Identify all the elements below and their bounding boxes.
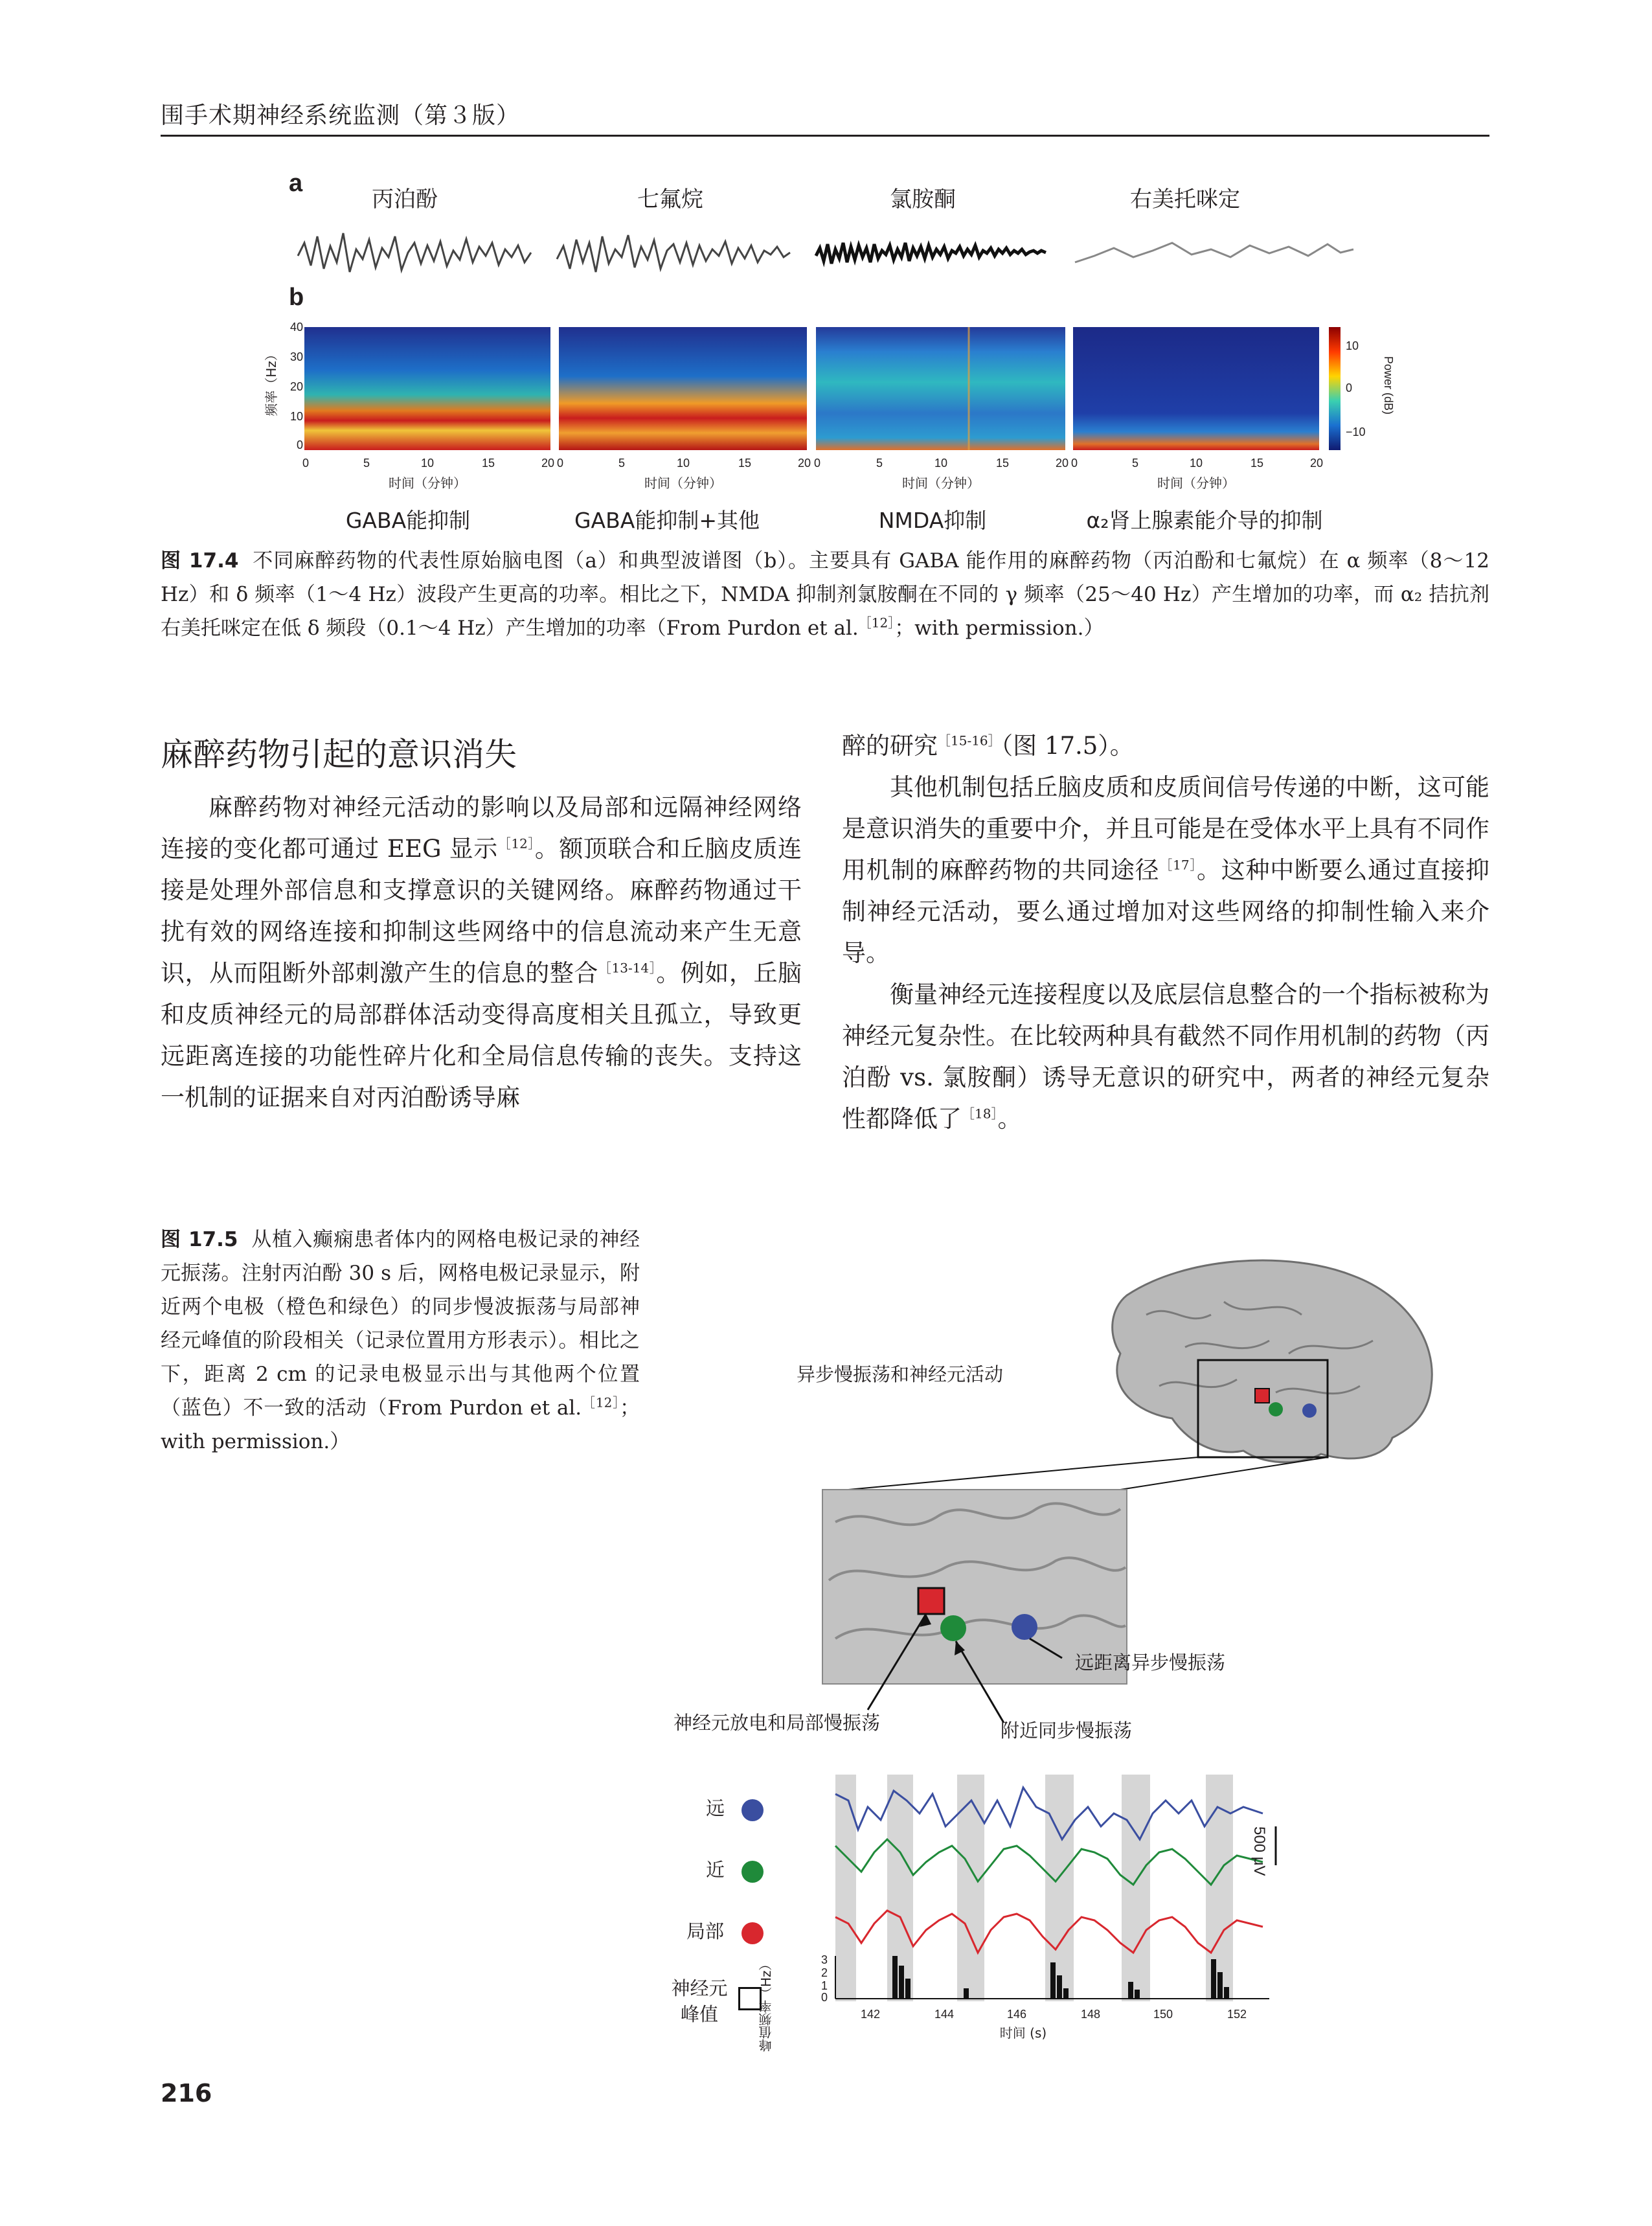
mechanism-label-4: α₂肾上腺素能介导的抑制 bbox=[1086, 508, 1323, 533]
oscillation-band bbox=[835, 1775, 856, 2001]
figure-17-5-caption: 图 17.5 从植入癫痫患者体内的网格电极记录的神经元振荡。注射丙泊酚 30 s 后，网格电极记录显示，附近两个电极（橙色和绿色）的同步慢波振荡与局部神经元峰值的阶段相关（记录位置用方形表示）。相比之下，距离 2 cm 的记录电极显示出与其他两个位置（蓝色）不一致的活动（From Purdon et al.$^{[12]}$；with permission.） bbox=[161, 1228, 640, 1453]
svg-text:0: 0 bbox=[1070, 457, 1078, 470]
svg-text:10: 10 bbox=[1189, 457, 1203, 470]
mechanism-label-3: NMDA抑制 bbox=[878, 508, 987, 533]
x-ticks-propofol bbox=[302, 457, 554, 491]
histogram-y-label: 峰值频率（Hz） bbox=[758, 1957, 774, 2052]
near-electrode bbox=[940, 1615, 966, 1641]
svg-text:20: 20 bbox=[541, 457, 555, 470]
eeg-trace-sevoflurane bbox=[557, 235, 790, 272]
colorbar-tick-10: 10 bbox=[1346, 339, 1359, 352]
svg-text:150: 150 bbox=[1153, 2008, 1173, 2021]
header-rule bbox=[161, 135, 1489, 137]
oscillation-band bbox=[957, 1775, 984, 2001]
svg-text:146: 146 bbox=[1006, 2008, 1027, 2021]
section-title: 麻醉药物引起的意识消失 bbox=[161, 736, 517, 773]
far-dot-icon bbox=[741, 1799, 764, 1821]
x-label-propofol: 时间（分钟） bbox=[389, 475, 466, 491]
panel-b-letter: b bbox=[289, 284, 304, 311]
reference-marker: ［12］ bbox=[858, 615, 895, 631]
figure-17-5-label: 图 17.5 bbox=[161, 1228, 238, 1251]
paragraph: 衡量神经元连接程度以及底层信息整合的一个指标被称为神经元复杂性。在比较两种具有截然不同作用机制的药物（丙泊酚 vs. 氯胺酮）诱导无意识的研究中，两者的神经元复杂性都降低了$^{[18]}$。 bbox=[842, 981, 1489, 1133]
spectrogram-panel bbox=[259, 321, 1399, 502]
spectrogram-y-label: 频率（Hz） bbox=[264, 348, 279, 416]
local-firing-label: 神经元放电和局部慢振荡 bbox=[673, 1712, 881, 1734]
figure-17-4-label: 图 17.4 bbox=[161, 549, 239, 573]
oscillation-band bbox=[1122, 1775, 1150, 2001]
y-tick-30: 30 bbox=[289, 350, 303, 363]
far-electrode-small bbox=[1302, 1403, 1317, 1418]
svg-text:5: 5 bbox=[363, 457, 370, 470]
mechanism-label-1: GABA能抑制 bbox=[345, 508, 471, 533]
x-ticks-sevoflurane bbox=[557, 457, 811, 491]
local-electrode bbox=[918, 1588, 944, 1614]
far-async-label: 远距离异步慢振荡 bbox=[1075, 1652, 1226, 1674]
eeg-trace-propofol bbox=[298, 233, 531, 272]
x-label-ketamine: 时间（分钟） bbox=[902, 475, 980, 491]
svg-text:15: 15 bbox=[1250, 457, 1264, 470]
paragraph: 醉的研究$^{[15-16]}$（图 17.5）。 bbox=[842, 732, 1134, 760]
page-number: 216 bbox=[161, 2079, 212, 2107]
trace-area bbox=[835, 1775, 1276, 2001]
svg-text:5: 5 bbox=[876, 457, 883, 470]
running-head: 围手术期神经系统监测（第３版） bbox=[161, 102, 521, 129]
y-tick-0: 0 bbox=[296, 438, 303, 451]
y-tick-40: 40 bbox=[289, 321, 303, 334]
colorbar-tick-minus10: −10 bbox=[1346, 426, 1366, 438]
svg-text:148: 148 bbox=[1080, 2008, 1101, 2021]
trace-label-local: 局部 bbox=[686, 1920, 725, 1942]
far-electrode bbox=[1012, 1614, 1037, 1640]
near-electrode-small bbox=[1269, 1402, 1283, 1416]
x-label-sevoflurane: 时间（分钟） bbox=[644, 475, 722, 491]
svg-text:0: 0 bbox=[820, 1991, 828, 2004]
x-ticks-dexmedetomidine bbox=[1071, 457, 1323, 491]
right-text-column bbox=[842, 725, 1489, 1140]
paragraph: 麻醉药物对神经元活动的影响以及局部和远隔神经网络连接的变化都可通过 EEG 显示$^{[12]}$。额顶联合和丘脑皮质连接是处理外部信息和支撑意识的关键网络。麻醉药物通过干扰有效的网络连接和抑制这些网络中的信息流动来产生无意识，从而阻断外部刺激产生的信息的整合$^{[13-14]}$。例如，丘脑和皮质神经元的局部群体活动变得高度相关且孤立，导致更远距离连接的功能性碎片化和全局信息传输的丧失。支持这一机制的证据来自对丙泊酚诱导麻 bbox=[161, 793, 802, 1111]
svg-text:20: 20 bbox=[1055, 457, 1069, 470]
svg-text:0: 0 bbox=[556, 457, 564, 470]
svg-text:10: 10 bbox=[934, 457, 948, 470]
figure-17-4-caption: 图 17.4 不同麻醉药物的代表性原始脑电图（a）和典型波谱图（b）。主要具有 GABA 能作用的麻醉药物（丙泊酚和七氟烷）在 α 频率（8～12 Hz）和 δ 频率（1～4 Hz）波段产生更高的功率。相比之下，NMDA 抑制剂氯胺酮在不同的 γ 频率（25～40 Hz）产生增加的功率，而 α₂ 拮抗剂右美托咪定在低 δ 频段（0.1～4 Hz）产生增加的功率（From Purdon et al.$^{[12]}$；with permission.） bbox=[161, 549, 1489, 640]
colorbar-tick-0: 0 bbox=[1346, 381, 1353, 394]
scale-bar-label: 500 μV bbox=[1250, 1826, 1268, 1876]
x-ticks-ketamine bbox=[814, 457, 1069, 491]
brain-illustration bbox=[822, 1244, 1489, 2111]
svg-text:152: 152 bbox=[1227, 2008, 1247, 2021]
svg-text:15: 15 bbox=[481, 457, 495, 470]
eeg-trace-ketamine bbox=[816, 243, 1046, 264]
raw-eeg-traces bbox=[298, 217, 1353, 291]
brain-image bbox=[1113, 1260, 1432, 1462]
drug-label-ketamine: 氯胺酮 bbox=[890, 187, 956, 212]
drug-label-dexmedetomidine: 右美托咪定 bbox=[1130, 187, 1240, 212]
y-tick-10: 10 bbox=[289, 410, 303, 423]
trace-label-spikes: 神经元峰值 bbox=[671, 1977, 728, 2025]
left-text-column bbox=[161, 787, 802, 1119]
svg-text:15: 15 bbox=[738, 457, 752, 470]
trace-x-label: 时间 (s) bbox=[999, 2025, 1047, 2041]
mechanism-label-2: GABA能抑制+其他 bbox=[574, 508, 760, 533]
brain-figure-title: 异步慢振荡和神经元活动 bbox=[797, 1363, 1004, 1385]
svg-text:20: 20 bbox=[1309, 457, 1324, 470]
oscillation-band bbox=[1045, 1775, 1074, 2001]
near-sync-label: 附近同步慢振荡 bbox=[1001, 1720, 1133, 1742]
svg-text:0: 0 bbox=[813, 457, 821, 470]
spectrogram-dexmedetomidine bbox=[1073, 327, 1319, 450]
svg-text:3: 3 bbox=[820, 1953, 828, 1966]
panel-a-letter: a bbox=[289, 170, 303, 197]
svg-text:5: 5 bbox=[618, 457, 626, 470]
drug-label-propofol: 丙泊酚 bbox=[372, 187, 438, 212]
eeg-trace-dexmedetomidine bbox=[1075, 243, 1353, 262]
paragraph: 其他机制包括丘脑皮质和皮质间信号传递的中断，这可能是意识消失的重要中介，并且可能是在受体水平上具有不同作用机制的麻醉药物的共同途径$^{[17]}$。这种中断要么通过直接抑制神经元活动，要么通过增加对这些网络的抑制性输入来介导。 bbox=[842, 773, 1490, 967]
svg-text:144: 144 bbox=[934, 2008, 955, 2021]
x-label-dexmedetomidine: 时间（分钟） bbox=[1157, 475, 1235, 491]
colorbar-label: Power (dB) bbox=[1382, 356, 1395, 415]
svg-text:20: 20 bbox=[797, 457, 811, 470]
y-tick-20: 20 bbox=[289, 380, 303, 393]
trace-label-far: 远 bbox=[706, 1797, 725, 1819]
local-dot-icon bbox=[741, 1922, 764, 1944]
colorbar bbox=[1329, 327, 1341, 450]
svg-text:10: 10 bbox=[420, 457, 435, 470]
local-electrode-small bbox=[1255, 1389, 1269, 1403]
svg-text:0: 0 bbox=[302, 457, 310, 470]
spectrogram-propofol bbox=[304, 327, 550, 450]
svg-text:5: 5 bbox=[1131, 457, 1139, 470]
trace-label-near: 近 bbox=[706, 1859, 725, 1881]
svg-text:142: 142 bbox=[860, 2008, 881, 2021]
drug-label-sevoflurane: 七氟烷 bbox=[637, 187, 703, 212]
svg-text:2: 2 bbox=[820, 1966, 828, 1979]
svg-text:1: 1 bbox=[820, 1979, 828, 1992]
svg-text:15: 15 bbox=[995, 457, 1010, 470]
spectrogram-sevoflurane bbox=[559, 327, 807, 450]
spectrogram-ketamine bbox=[816, 327, 1065, 450]
svg-text:10: 10 bbox=[676, 457, 690, 470]
near-dot-icon bbox=[741, 1861, 764, 1883]
